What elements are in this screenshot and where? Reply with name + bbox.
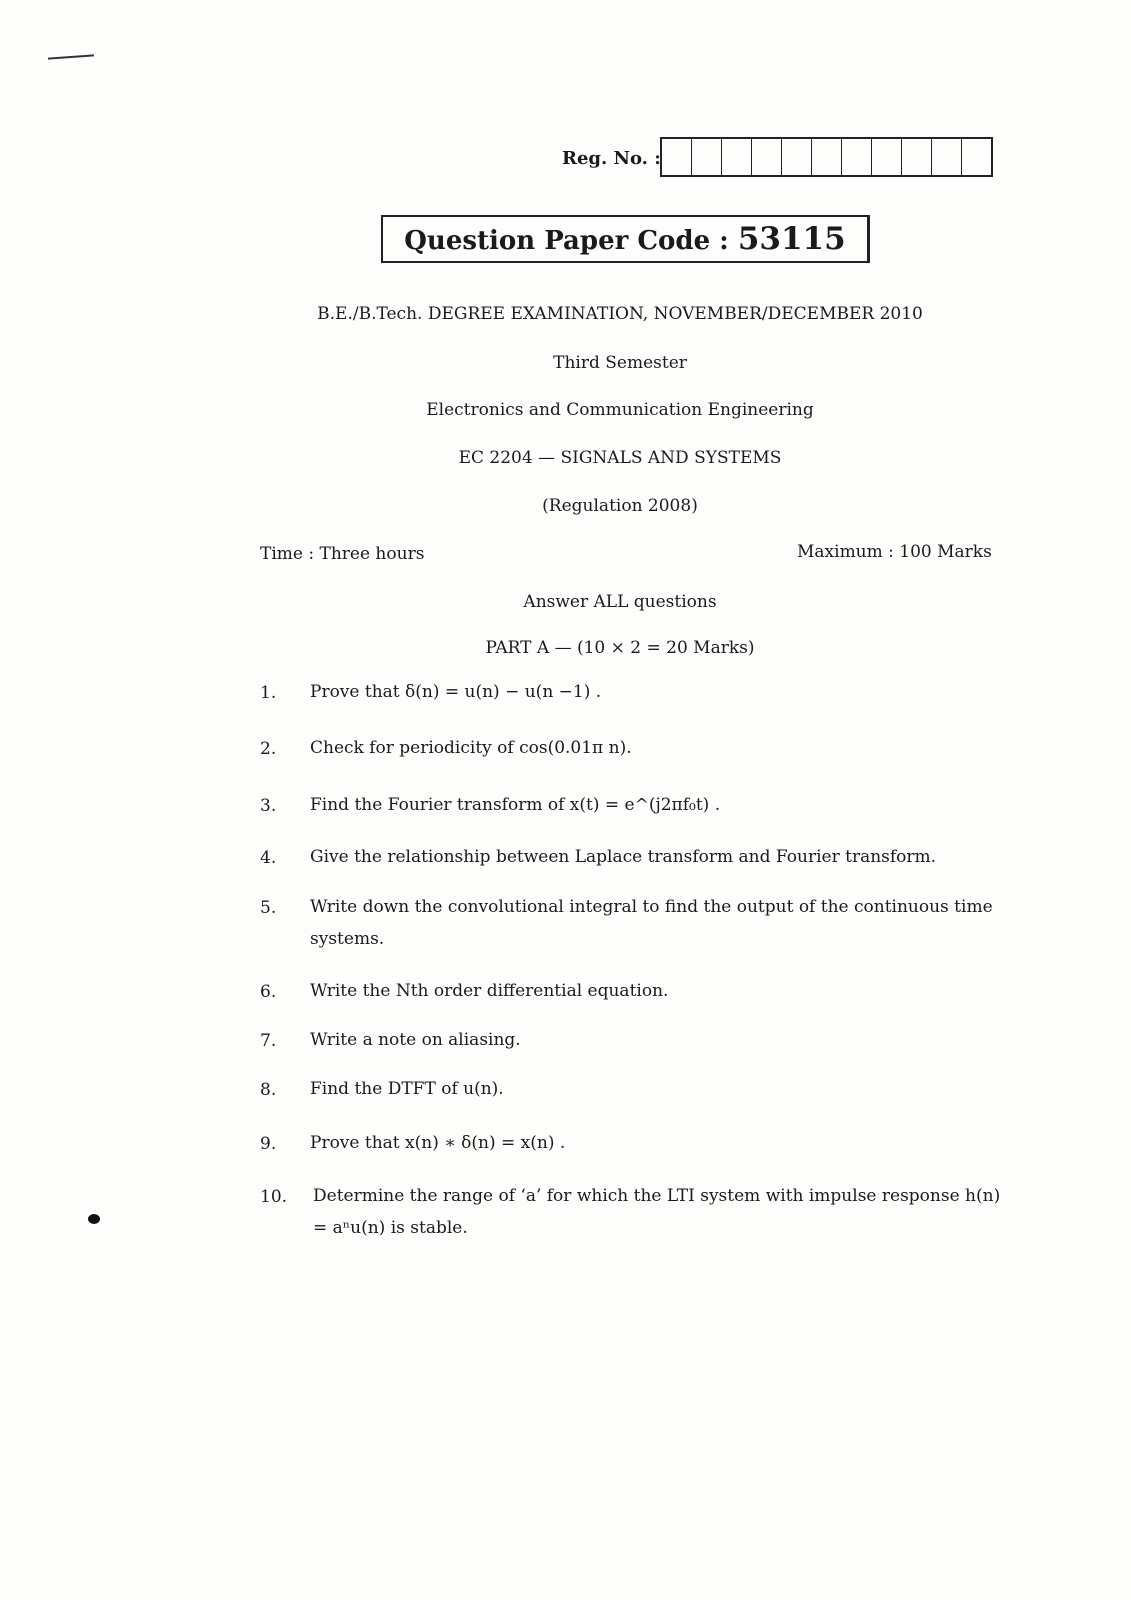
question-text: Write down the convolutional integral to find the output of the continuous time systems. bbox=[310, 897, 993, 949]
scan-dot bbox=[88, 1214, 100, 1224]
question-text: Write the Nth order differential equation. bbox=[310, 981, 669, 1001]
question-text: Find the DTFT of u(n). bbox=[310, 1079, 504, 1099]
question-number: 4. bbox=[260, 848, 277, 868]
question-text: Find the Fourier transform of x(t) = e^(j2πf₀t) . bbox=[310, 795, 721, 815]
question-number: 3. bbox=[260, 796, 277, 816]
question-text: Determine the range of ‘a’ for which the LTI system with impulse response h(n) = aⁿu(n) is stable. bbox=[313, 1186, 1001, 1238]
semester: Third Semester bbox=[553, 353, 687, 373]
paper-code-label: Question Paper Code : bbox=[404, 226, 729, 256]
scan-mark bbox=[48, 54, 94, 59]
reg-no-label: Reg. No. : bbox=[562, 148, 661, 169]
question-number: 5. bbox=[260, 898, 277, 918]
question-text: Check for periodicity of cos(0.01π n). bbox=[310, 738, 632, 758]
question-number: 6. bbox=[260, 982, 277, 1002]
question-number: 7. bbox=[260, 1031, 277, 1051]
question-text: Prove that x(n) ∗ δ(n) = x(n) . bbox=[310, 1133, 566, 1153]
question-number: 2. bbox=[260, 739, 277, 759]
exam-title: B.E./B.Tech. DEGREE EXAMINATION, NOVEMBER/DECEMBER 2010 bbox=[317, 304, 923, 324]
paper-code: 53115 bbox=[737, 221, 846, 257]
instruction: Answer ALL questions bbox=[523, 592, 717, 612]
question-paper-code bbox=[381, 215, 870, 263]
question-text: Write a note on aliasing. bbox=[310, 1030, 521, 1050]
question-number: 9. bbox=[260, 1134, 277, 1154]
max-marks: Maximum : 100 Marks bbox=[797, 542, 992, 562]
subject: EC 2204 — SIGNALS AND SYSTEMS bbox=[458, 448, 782, 468]
question-text: Give the relationship between Laplace transform and Fourier transform. bbox=[310, 847, 937, 867]
question-number: 1. bbox=[260, 683, 277, 703]
question-number: 10. bbox=[260, 1187, 288, 1207]
question-text: Prove that δ(n) = u(n) − u(n −1) . bbox=[310, 682, 602, 702]
question-number: 8. bbox=[260, 1080, 277, 1100]
department: Electronics and Communication Engineering bbox=[426, 400, 814, 420]
part-heading: PART A — (10 × 2 = 20 Marks) bbox=[485, 638, 755, 658]
time: Time : Three hours bbox=[260, 544, 425, 564]
reg-no-boxes[interactable] bbox=[660, 137, 993, 177]
regulation: (Regulation 2008) bbox=[542, 496, 698, 516]
